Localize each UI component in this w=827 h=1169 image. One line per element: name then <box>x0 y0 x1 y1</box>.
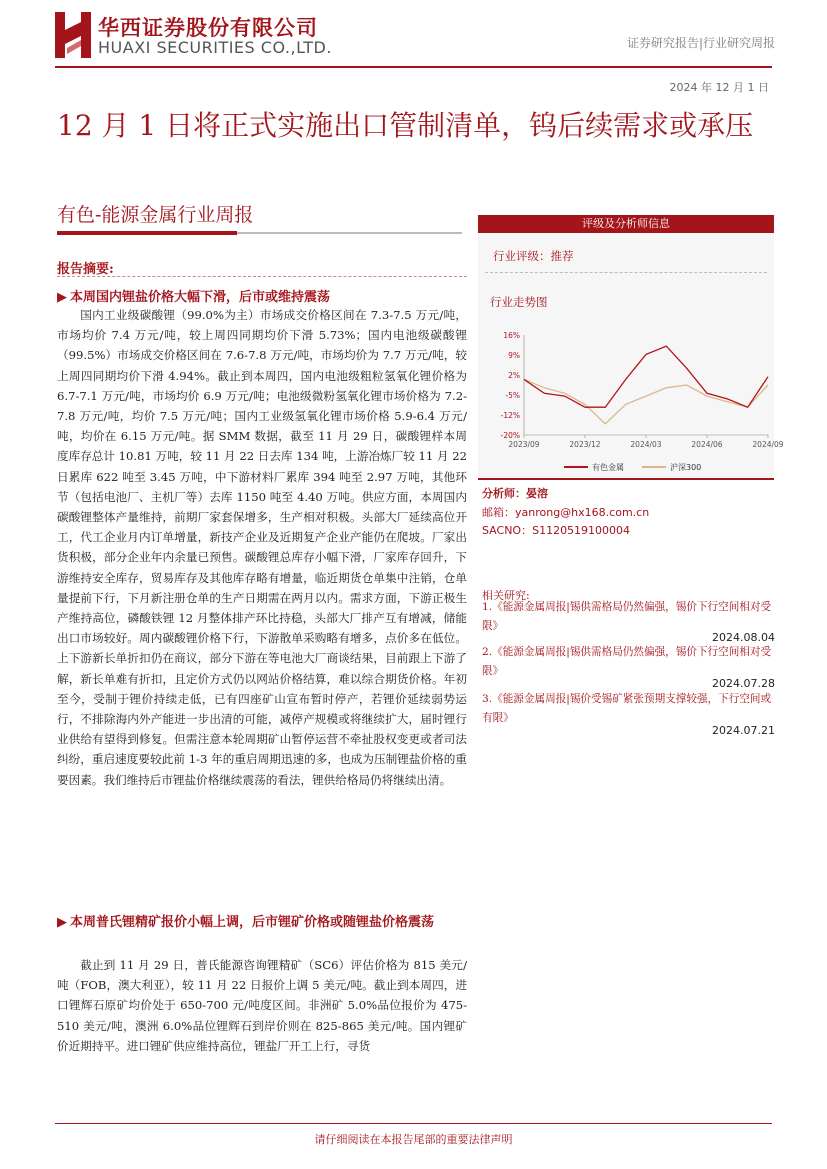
series-line <box>524 379 768 424</box>
section-paragraph-lithium-salt: 国内工业级碳酸锂（99.0%为主）市场成交价格区间在 7.3-7.5 万元/吨，市场均价 7.4 万元/吨，较上周四同期均价下滑 5.73%；国内电池级碳酸锂（99.5%）市场成交价格区间在 7.6-7.8 万元/吨，市场均价为 7.7 万元/吨，较上周四同期均价下滑 4.94%。截止到本周四，国内电池级粗粒氢氧化锂价格为 6.7-7.1 万元/吨，市场均价 6.9 万元/吨；电池级微粉氢氧化锂市场价格为 7.2-7.8 万元/吨，均价 7.5 万元/吨；国内工业级氢氧化锂市场价格 5.9-6.4 万元/吨，均价在 6.15 万元/吨。据 SMM 数据，截至 11 月 29 日，碳酸锂样本周度库存总计 10.81 万吨，较 11 月 22 日去库 134 吨，上游冶炼厂较 11 月 22 日累库 622 吨至 3.45 万吨，中下游材料厂累库 394 吨至 2.97 万吨，其他环节（包括电池厂、主机厂等）去库 1150 吨至 4.40 万吨。供应方面，本周国内碳酸锂整体产量维持，前期厂家套保增多，生产相对积极。头部大厂延续高位开工，代工企业月内订单增量，新技产企业及近期复产企业产能仍在爬坡。厂家出货积极，部分企业年内余量已预售。碳酸锂总库存小幅下滑，厂家库存回升，下游维持安全库存，贸易库存及其他库存略有增量，临近期货仓单集中注销，仓单量提前下行，下月新注册仓单的生产日期需在两月以内。需求方面，下游正极生产维持高位，磷酸铁锂 12 月整体排产环比持稳，头部大厂排产互有增减，储能出口市场较好。周内碳酸锂价格下行，下游散单采购略有增多，点价多在低位。上下游新长单折扣仍在商议，部分下游在等电池大厂商谈结果，目前跟上下游了解，新长单难有折扣，且定价方式仍以网站价格结算，难以综合期货价格。年初至今，受制于锂价持续走低，已有四座矿山宣布暂时停产，若锂价延续弱势运行，不排除海内外产能进一步出清的可能，减停产规模或将继续扩大，届时锂行业供给有望得到修复。但需注意本轮周期矿山暂停运营不牵扯股权变更或者司法纠纷，重启速度要较此前 1-3 年的重启周期迅速的多，也成为压制锂盐价格的重要因素。我们维持后市锂盐价格继续震荡的看法，锂供给格局仍将继续出清。 <box>57 308 467 787</box>
y-tick-label: -20% <box>500 431 520 440</box>
analyst-name: 分析师：晏溶 <box>482 487 548 500</box>
section-heading-text: 本周国内锂盐价格大幅下滑，后市或维持震荡 <box>70 290 331 305</box>
y-tick-label: 2% <box>508 371 520 380</box>
report-date: 2024 年 12 月 1 日 <box>669 81 769 94</box>
analyst-divider <box>478 478 774 480</box>
header-divider <box>55 66 772 68</box>
x-tick-label: 2023/12 <box>569 440 601 449</box>
industry-rating: 行业评级：推荐 <box>493 249 574 263</box>
x-tick-label: 2024/03 <box>630 440 662 449</box>
analyst-sacno: SACNO：S1120519100004 <box>482 524 631 537</box>
report-subtitle: 有色-能源金属行业周报 <box>57 204 254 226</box>
related-report-3-date: 2024.07.21 <box>712 724 775 737</box>
footer-divider <box>55 1123 772 1124</box>
related-report-1[interactable]: 1.《能源金属周报|锡供需格局仍然偏强，锡价下行空间相对受限》 <box>482 601 772 632</box>
section-heading-text: 本周普氏锂精矿报价小幅上调，后市锂矿价格或随锂盐价格震荡 <box>70 915 435 930</box>
huaxi-logo-icon <box>55 12 93 58</box>
y-tick-label: 16% <box>503 331 520 340</box>
series-line <box>524 346 768 407</box>
y-tick-label: -5% <box>505 391 520 400</box>
trend-chart-label: 行业走势图 <box>490 295 548 309</box>
rating-divider <box>485 272 767 273</box>
x-tick-label: 2023/09 <box>508 440 540 449</box>
section-heading-lithium-ore <box>57 912 467 934</box>
subtitle-underline <box>57 231 237 235</box>
related-report-3[interactable]: 3.《能源金属周报|锡价受锡矿紧张预期支撑较强，下行空间或有限》 <box>482 693 772 724</box>
triangle-bullet-icon: ▶ <box>57 290 67 305</box>
x-tick-label: 2024/06 <box>691 440 723 449</box>
related-research-heading: 相关研究: <box>482 589 530 602</box>
legend-label: 沪深300 <box>670 463 702 472</box>
related-report-2[interactable]: 2.《能源金属周报|锡供需格局仍然偏强，锡价下行空间相对受限》 <box>482 646 772 677</box>
related-report-2-date: 2024.07.28 <box>712 677 775 690</box>
summary-divider <box>57 276 467 277</box>
section-paragraph-lithium-ore: 截止到 11 月 29 日，普氏能源咨询锂精矿（SC6）评估价格为 815 美元/吨（FOB，澳大利亚），较 11 月 22 日报价上调 5 美元/吨。截止到本周四，进口锂辉石原矿均价处于 650-700 元/吨度区间。非洲矿 5.0%品位报价为 475-510 美元/吨，澳洲 6.0%品位锂辉石到岸价则在 825-865 美元/吨。国内锂矿价近期持平。进口锂矿供应维持高位，锂盐厂开工上行，寻货 <box>57 958 467 1053</box>
company-name-cn: 华西证券股份有限公司 <box>98 16 318 40</box>
report-title: 12 月 1 日将正式实施出口管制清单，钨后续需求或承压 <box>57 109 754 142</box>
company-name-en: HUAXI SECURITIES CO.,LTD. <box>98 38 332 57</box>
x-tick-label: 2024/09 <box>752 440 784 449</box>
related-report-1-date: 2024.08.04 <box>712 631 775 644</box>
industry-trend-chart <box>486 325 784 475</box>
footer-disclaimer: 请仔细阅读在本报告尾部的重要法律声明 <box>314 1133 513 1146</box>
triangle-bullet-icon: ▶ <box>57 915 67 930</box>
y-tick-label: 9% <box>508 351 520 360</box>
legend-label: 有色金属 <box>592 463 624 472</box>
document-type: 证券研究报告|行业研究周报 <box>626 36 775 50</box>
rating-box-title: 评级及分析师信息 <box>478 215 774 233</box>
analyst-email: 邮箱：yanrong@hx168.com.cn <box>482 506 650 519</box>
summary-heading: 报告摘要: <box>57 262 114 277</box>
subtitle-underline-grey <box>237 232 462 234</box>
y-tick-label: -12% <box>500 411 520 420</box>
